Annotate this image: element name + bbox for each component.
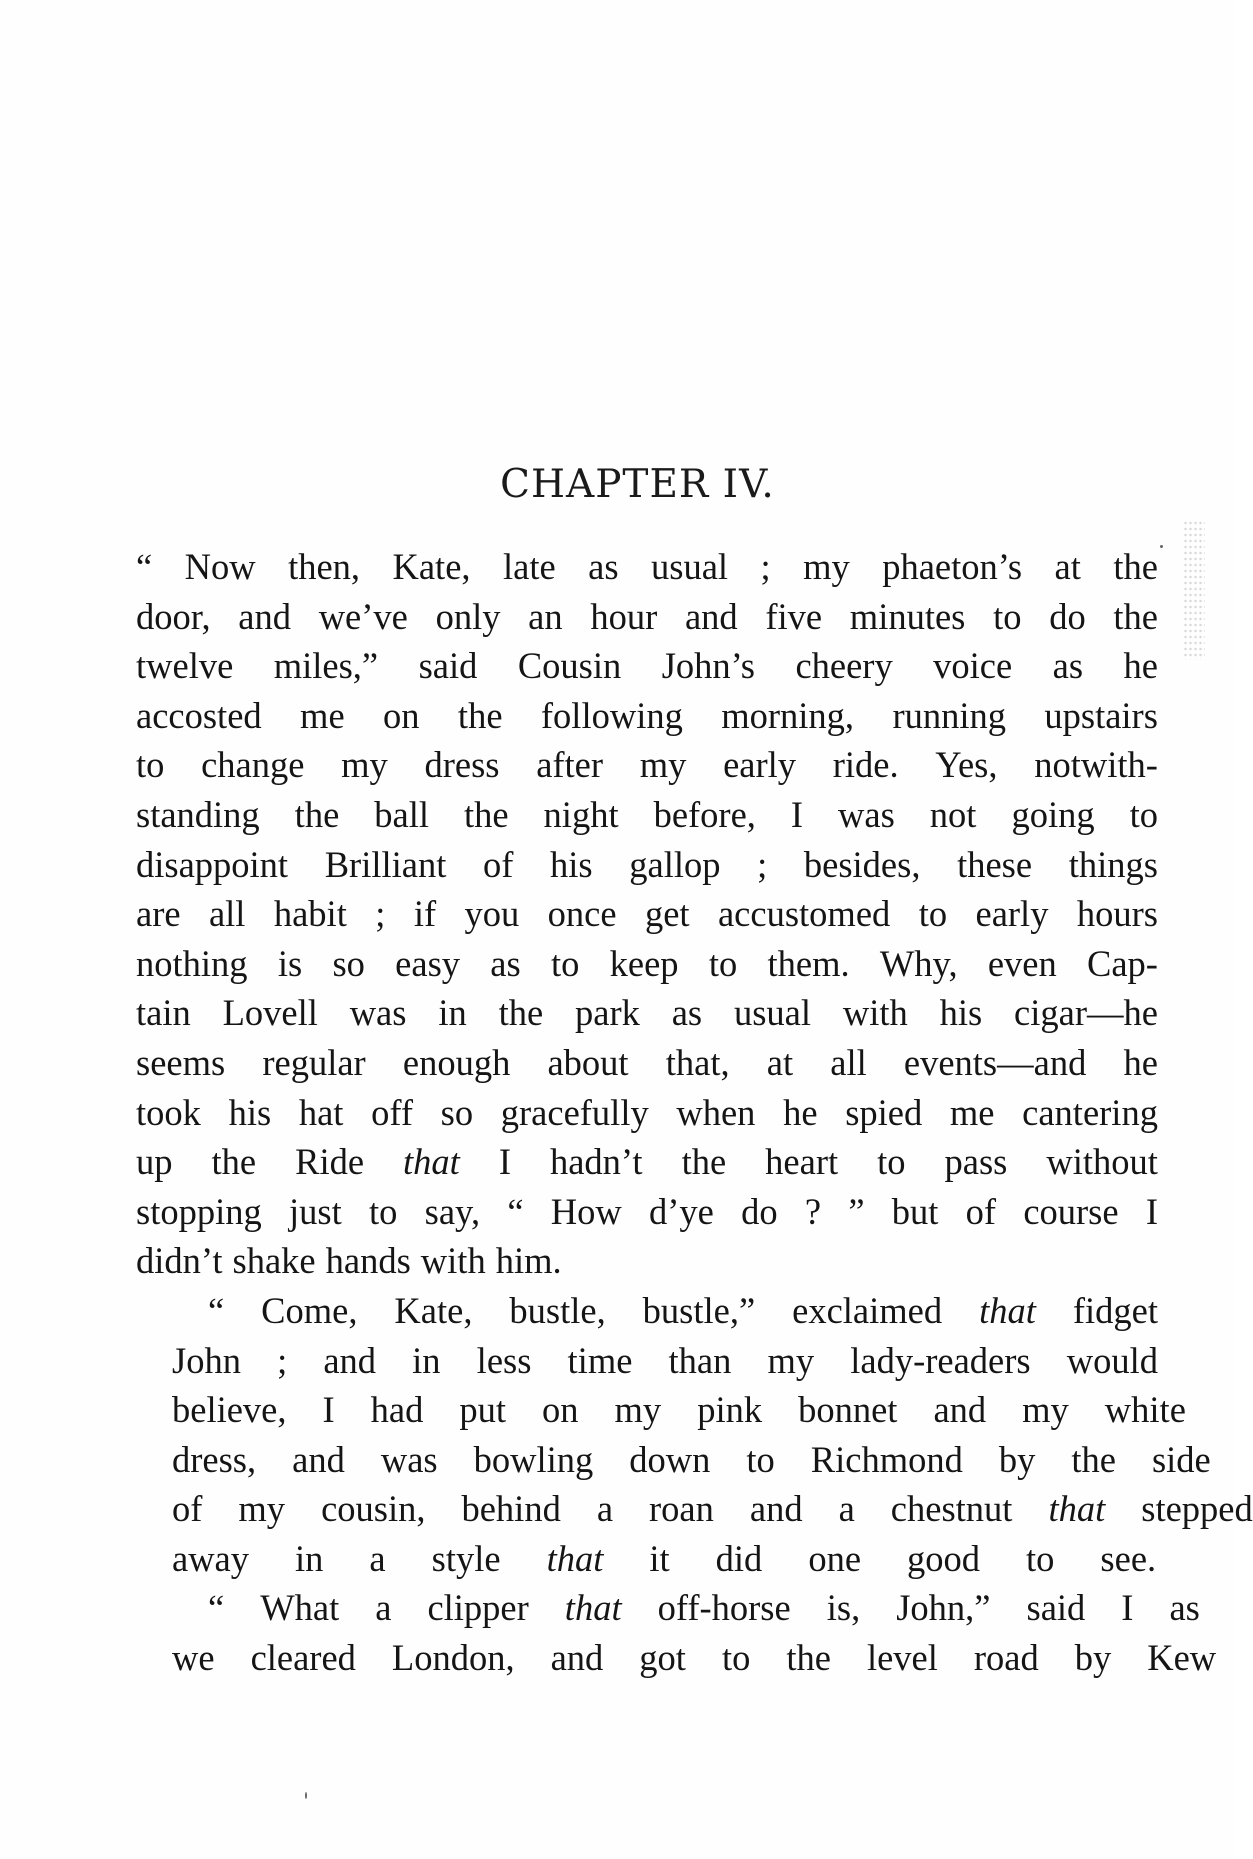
word: John,”: [896, 1587, 991, 1629]
word: just: [289, 1190, 342, 1232]
word: change: [201, 744, 305, 786]
word: was: [838, 793, 895, 835]
word: my: [238, 1488, 286, 1530]
word: hadn’t: [549, 1141, 643, 1183]
word: my: [803, 546, 850, 587]
word: you: [464, 893, 520, 935]
word: going: [1011, 793, 1095, 835]
word: when: [676, 1091, 756, 1133]
text-line: [136, 1286, 1158, 1336]
text-line: [136, 592, 1158, 642]
word: cigar—he: [1014, 992, 1158, 1034]
word: so: [332, 942, 365, 984]
word: upstairs: [1044, 694, 1158, 736]
word: phaeton’s: [882, 546, 1023, 587]
chapter-title: CHAPTER IV.: [500, 462, 775, 507]
word: behind: [461, 1488, 561, 1530]
word: that: [979, 1289, 1036, 1331]
word: the: [463, 793, 509, 835]
word: do: [741, 1190, 778, 1232]
word: What: [260, 1587, 340, 1629]
word: would: [1066, 1339, 1158, 1381]
word: “: [136, 546, 153, 587]
word: door,: [136, 595, 211, 637]
word: did: [715, 1537, 763, 1579]
word: Why,: [879, 942, 958, 984]
text-line: [136, 1038, 1158, 1088]
word: I: [1145, 1190, 1158, 1232]
word: his: [550, 843, 593, 885]
text-line: [136, 889, 1158, 939]
word: ;: [277, 1339, 288, 1381]
word: usual: [733, 992, 811, 1034]
word: the: [1071, 1438, 1116, 1480]
word: down: [629, 1438, 711, 1480]
word: put: [459, 1389, 507, 1431]
word: heart: [765, 1141, 839, 1183]
word: accustomed: [717, 893, 891, 935]
word: park: [575, 992, 640, 1034]
word: his: [939, 992, 983, 1034]
word: but: [891, 1190, 939, 1232]
word: bowling: [473, 1438, 594, 1480]
word: notwith-: [1034, 744, 1158, 786]
word: ?: [804, 1190, 822, 1232]
word: seems: [136, 1041, 226, 1083]
word: Cap-: [1087, 942, 1158, 984]
word: to: [746, 1438, 775, 1480]
word: time: [567, 1339, 633, 1381]
word: exclaimed: [792, 1289, 943, 1331]
text-line: [136, 790, 1158, 840]
word: London,: [391, 1637, 515, 1679]
word: that: [564, 1587, 622, 1629]
word: Kate,: [394, 1289, 473, 1331]
text-line: [136, 1435, 1211, 1485]
word: besides,: [803, 843, 921, 885]
word: and: [933, 1389, 987, 1431]
paragraph-3: [136, 1583, 1217, 1682]
word: Now: [184, 546, 256, 587]
word: hours: [1076, 893, 1158, 935]
word: these: [957, 843, 1033, 885]
word: level: [866, 1637, 938, 1679]
word: a: [369, 1537, 386, 1579]
word: lady-readers: [850, 1339, 1031, 1381]
word: Kate,: [392, 546, 471, 587]
word: dress,: [172, 1438, 257, 1480]
word: hat: [298, 1091, 344, 1133]
word: stopping: [136, 1190, 262, 1232]
word: disappoint: [136, 843, 289, 885]
word: that: [403, 1141, 460, 1183]
word: me: [300, 694, 345, 736]
word: standing: [136, 793, 260, 835]
word: d’ye: [649, 1190, 714, 1232]
text-line: [136, 740, 1158, 790]
word: early: [975, 893, 1049, 935]
word: before,: [653, 793, 756, 835]
word: “: [208, 1587, 225, 1629]
word: at: [766, 1041, 794, 1083]
word: tain: [136, 992, 191, 1034]
word: pass: [944, 1141, 1008, 1183]
word: cleared: [250, 1637, 356, 1679]
word: a: [596, 1488, 614, 1530]
text-line: [136, 1187, 1158, 1237]
word: and: [323, 1339, 377, 1381]
word: the: [1113, 595, 1158, 637]
word: we’ve: [318, 595, 408, 637]
word: in: [295, 1537, 324, 1579]
word: to: [877, 1141, 906, 1183]
word: on: [383, 694, 420, 736]
word: enough: [402, 1041, 511, 1083]
word: keep: [609, 942, 679, 984]
word: as: [671, 992, 703, 1034]
word: Lovell: [222, 992, 318, 1034]
word: with: [420, 1240, 486, 1282]
word: and: [292, 1438, 345, 1480]
word: believe,: [172, 1389, 287, 1431]
word: and: [684, 595, 738, 637]
word: morning,: [721, 694, 855, 736]
word: ”: [848, 1190, 865, 1232]
word: Yes,: [935, 744, 998, 786]
text-line: [136, 1236, 1158, 1286]
word: my: [614, 1389, 662, 1431]
word: said: [1026, 1587, 1086, 1629]
word: Richmond: [810, 1438, 963, 1480]
word: and: [238, 595, 291, 637]
word: Cousin: [517, 645, 622, 687]
word: ;: [757, 843, 768, 885]
word: my: [1022, 1389, 1069, 1431]
word: if: [413, 893, 437, 935]
word: spied: [845, 1091, 923, 1133]
word: off-horse: [657, 1587, 791, 1629]
word: by: [998, 1438, 1036, 1480]
word: Kew: [1147, 1637, 1217, 1679]
word: even: [987, 942, 1057, 984]
word: he: [1123, 1041, 1158, 1083]
word: all: [830, 1041, 867, 1083]
word: I: [322, 1389, 335, 1431]
word: my: [639, 744, 687, 786]
word: then,: [288, 546, 361, 587]
word: me: [949, 1091, 995, 1133]
word: Ride: [295, 1141, 365, 1183]
word: of: [965, 1190, 997, 1232]
word: the: [681, 1141, 727, 1183]
word: less: [476, 1339, 532, 1381]
word: not: [929, 793, 977, 835]
word: say,: [424, 1190, 481, 1232]
word: do: [1049, 595, 1086, 637]
word: that: [546, 1537, 604, 1579]
word: in: [412, 1339, 441, 1381]
word: see.: [1100, 1537, 1157, 1579]
text-line: [136, 1484, 1253, 1534]
word: chestnut: [890, 1488, 1013, 1530]
word: we: [172, 1637, 215, 1679]
word: on: [542, 1389, 579, 1431]
word: he: [783, 1091, 818, 1133]
text-line: [136, 1534, 1158, 1584]
word: early: [723, 744, 797, 786]
word: ;: [375, 893, 386, 935]
word: Come,: [261, 1289, 358, 1331]
word: to: [1026, 1537, 1055, 1579]
word: ride.: [832, 744, 899, 786]
word: was: [380, 1438, 438, 1480]
word: to: [993, 595, 1022, 637]
word: the: [211, 1141, 257, 1183]
word: I: [790, 793, 804, 835]
text-line: [136, 691, 1158, 741]
word: following: [540, 694, 683, 736]
word: five: [765, 595, 823, 637]
word: it: [649, 1537, 670, 1579]
word: cousin,: [321, 1488, 426, 1530]
word: to: [918, 893, 948, 935]
word: that: [1048, 1488, 1106, 1530]
text-line: [136, 1633, 1217, 1683]
word: cheery: [795, 645, 893, 687]
word: took: [136, 1091, 201, 1133]
word: off: [371, 1091, 413, 1133]
word: the: [786, 1637, 831, 1679]
word: John’s: [661, 645, 756, 687]
word: How: [550, 1190, 622, 1232]
body-text: [136, 542, 1253, 1683]
word: my: [767, 1339, 815, 1381]
text-line: [136, 1137, 1158, 1187]
word: voice: [933, 645, 1013, 687]
word: a: [375, 1587, 392, 1629]
word: with: [842, 992, 908, 1034]
word: to: [721, 1637, 751, 1679]
word: only: [435, 595, 501, 637]
word: “: [507, 1190, 524, 1232]
word: him.: [495, 1240, 562, 1282]
word: a: [838, 1488, 855, 1530]
word: I: [498, 1141, 511, 1183]
word: things: [1068, 843, 1158, 885]
word: of: [172, 1488, 203, 1530]
word: habit: [273, 893, 347, 935]
word: style: [431, 1537, 501, 1579]
word: the: [294, 793, 340, 835]
word: said: [418, 645, 478, 687]
word: bustle,: [509, 1289, 606, 1331]
word: as: [588, 546, 619, 587]
word: is,: [826, 1587, 861, 1629]
word: the: [457, 694, 503, 736]
word: easy: [395, 942, 461, 984]
word: as: [490, 942, 521, 984]
word: the: [498, 992, 544, 1034]
word: was: [349, 992, 407, 1034]
word: of: [482, 843, 514, 885]
word: running: [892, 694, 1006, 736]
word: late: [502, 546, 556, 587]
word: roan: [649, 1488, 714, 1530]
word: hands: [325, 1240, 411, 1282]
word: miles,”: [273, 645, 379, 687]
word: all: [208, 893, 246, 935]
word: than: [668, 1339, 732, 1381]
word: road: [973, 1637, 1039, 1679]
word: once: [547, 893, 617, 935]
word: white: [1104, 1389, 1186, 1431]
word: had: [370, 1389, 424, 1431]
text-line: [136, 1336, 1158, 1386]
word: as: [1169, 1587, 1200, 1629]
word: stepped: [1141, 1488, 1253, 1530]
dust-speck: [1160, 545, 1163, 548]
word: is: [277, 942, 303, 984]
word: didn’t: [136, 1240, 223, 1282]
word: got: [639, 1637, 686, 1679]
word: regular: [262, 1041, 366, 1083]
word: in: [438, 992, 467, 1034]
word: my: [341, 744, 388, 786]
text-line: [136, 1088, 1158, 1138]
word: bustle,”: [642, 1289, 756, 1331]
word: ball: [374, 793, 429, 835]
text-line: [136, 1583, 1200, 1633]
word: he: [1123, 645, 1158, 687]
word: at: [1054, 546, 1081, 587]
word: minutes: [849, 595, 966, 637]
word: get: [644, 893, 690, 935]
word: side: [1151, 1438, 1211, 1480]
word: to: [369, 1190, 398, 1232]
word: hour: [590, 595, 658, 637]
paragraph-1: [136, 542, 1158, 1286]
word: as: [1052, 645, 1084, 687]
margin-speckle: [1183, 520, 1205, 660]
word: accosted: [136, 694, 262, 736]
word: to: [550, 942, 580, 984]
text-line: [136, 641, 1158, 691]
word: nothing: [136, 942, 248, 984]
word: Brilliant: [324, 843, 447, 885]
text-line: [136, 939, 1158, 989]
word: cantering: [1022, 1091, 1158, 1133]
word: without: [1046, 1141, 1158, 1183]
word: to: [1129, 793, 1158, 835]
word: course: [1023, 1190, 1119, 1232]
word: up: [136, 1141, 173, 1183]
word: and: [550, 1637, 604, 1679]
dust-speck: [305, 1792, 307, 1799]
text-line: [136, 1385, 1186, 1435]
word: shake: [232, 1240, 316, 1282]
word: ;: [760, 546, 771, 587]
paragraph-2: [136, 1286, 1253, 1584]
text-line: [136, 988, 1158, 1038]
word: about: [547, 1041, 629, 1083]
word: “: [208, 1289, 225, 1331]
word: an: [528, 595, 563, 637]
word: usual: [650, 546, 729, 587]
word: John: [172, 1339, 241, 1381]
word: I: [1121, 1587, 1134, 1629]
word: twelve: [136, 645, 234, 687]
text-line: [136, 840, 1158, 890]
word: away: [172, 1537, 250, 1579]
word: good: [907, 1537, 981, 1579]
word: fidget: [1072, 1289, 1158, 1331]
word: night: [543, 793, 619, 835]
word: after: [536, 744, 604, 786]
text-line: [136, 542, 1158, 592]
word: one: [808, 1537, 862, 1579]
word: so: [440, 1091, 474, 1133]
word: are: [136, 893, 181, 935]
word: the: [1113, 546, 1158, 587]
word: by: [1074, 1637, 1112, 1679]
word: clipper: [427, 1587, 529, 1629]
word: and: [749, 1488, 803, 1530]
word: to: [708, 942, 738, 984]
word: them.: [767, 942, 850, 984]
word: that,: [665, 1041, 730, 1083]
word: dress: [424, 744, 500, 786]
word: his: [228, 1091, 272, 1133]
word: gallop: [629, 843, 721, 885]
word: to: [136, 744, 165, 786]
word: bonnet: [798, 1389, 898, 1431]
word: pink: [697, 1389, 763, 1431]
word: gracefully: [500, 1091, 649, 1133]
word: events—and: [903, 1041, 1087, 1083]
